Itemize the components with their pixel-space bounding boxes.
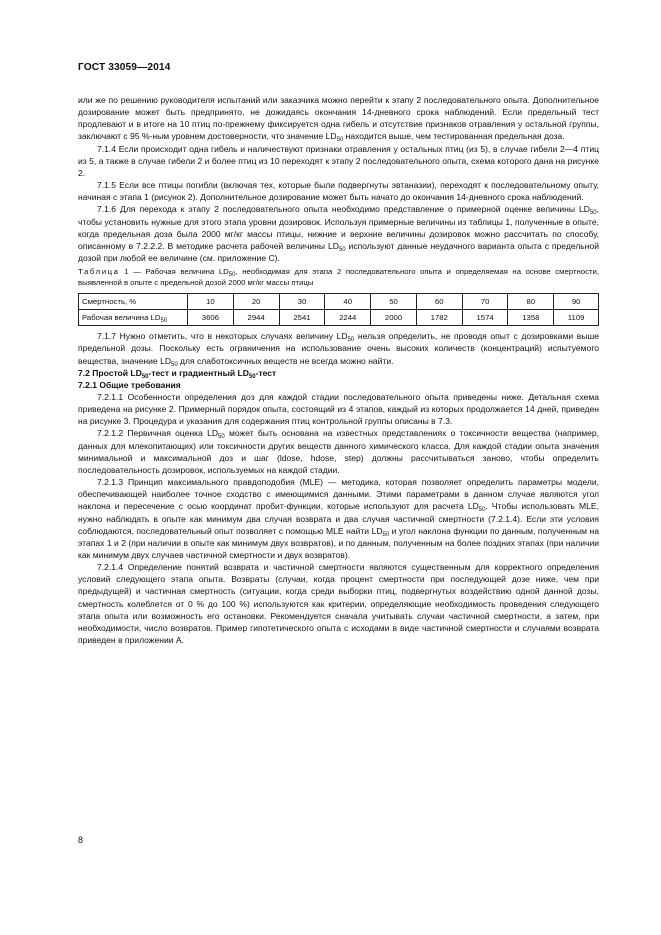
- table-cell: 30: [279, 294, 325, 310]
- table-cell: 1782: [416, 310, 462, 326]
- document-body: [78, 94, 599, 646]
- table-cell: 60: [416, 294, 462, 310]
- table-row-mortality: [79, 294, 599, 310]
- table-1-caption: [78, 267, 599, 288]
- table-caption-label: Таблица: [78, 267, 120, 277]
- table-cell: 90: [554, 294, 599, 310]
- table-cell: 2944: [233, 310, 279, 326]
- paragraph-7-1-5: 7.1.5 Если все птицы погибли (включая тех, которые были подвергнуты эвтаназии), переходят к последовательному опыту, начиная с этапа 1 (рисунок 2). Дополнительное дозирование может быть начато до окончания 14-дневного срока наблюдений.: [78, 180, 599, 203]
- section-heading-7-2: 7.2 Простой $LD_{50}$-тест и градиентный $LD_{50}$-тест: [78, 367, 277, 380]
- table-cell: 2244: [325, 310, 371, 326]
- table-cell: 2000: [371, 310, 417, 326]
- paragraph-7-2-1-1: 7.2.1.1 Особенности определения доз для каждой стадии последовательного опыта приведены ниже. Детальная схема приведена на рисунке 2. Примерный порядок опыта, состоящий из 4 этапов, каждый из которых продолжается 14 дней, приведен на рисунке 3. Процедура и указания для содержания птиц контрольной группы описаны в 7.3.: [78, 391, 599, 427]
- paragraph-7-2-1-3: 7.2.1.3 Принцип максимального правдоподобия (MLE) — методика, которая позволяет определить параметры модели, обеспечивающей наиболее точное сходство с имеющимися данными. Этими параметрами в данном случае являются угол наклона и пересечение с осью координат пробит-функции, которые используют для расчета $LD_{50}$. Чтобы использовать MLE, нужно наблюдать в опыте как минимум два случая возврата и два случая частичной смертности (7.2.1.4). Если эти условия соблюдаются, последовательный опыт позволяет с помощью MLE найти $LD_{50}$ и угол наклона функции по данным, полученным на этапах 1 и 2 (при наличии в опыте как минимум двух возвратов), и по данным, полученным на более поздних этапах (при наличии как минимум двух случаев частичной смертности и двух возвратов).: [78, 477, 599, 560]
- table-cell: 2541: [279, 310, 325, 326]
- table-caption-number: 1: [124, 267, 129, 277]
- paragraph-7-2-1-2: 7.2.1.2 Первичная оценка $LD_{50}$ может быть основана на известных представлениях о токсичности вещества (например, данных для млекопитающих) или токсичности других веществ данного химического класса. Для каждой стадии опыта значения минимальной и максимальной доз и шаг (ldose, hdose, step) должны рассчитываться заново, чтобы определить последовательность дозировок, используемых на каждой стадии.: [78, 428, 599, 475]
- table-cell: 80: [508, 294, 554, 310]
- table-cell: 50: [371, 294, 417, 310]
- table-row-working-ld50: [79, 310, 599, 326]
- paragraph-continuation: или же по решению руководителя испытаний или заказчика можно перейти к этапу 2 последовательного опыта. Дополнительное дозирование может быть предпринято, не дожидаясь окончания 14-дневного срока наблюдений. Если предельный тест продлевают и в итоге на 10 птиц по-прежнему фиксируется одна гибель и отсутствие признаков отравления у остальной группы, заключают с 95 %-ным уровнем достоверности, что значение $LD_{50}$ находится выше, чем тестированная предельная доза.: [78, 95, 599, 144]
- document-header: ГОСТ 33059—2014: [78, 62, 171, 73]
- table-cell: 20: [233, 294, 279, 310]
- table-cell: 3606: [188, 310, 234, 326]
- page-number: 8: [78, 835, 84, 845]
- table-caption-text: — Рабочая величина $LD_{50}$, необходимая для этапа 2 последовательного опыта и определяемая на основе смертности, выявленной в опыте с предельной дозой 2000 мг/кг массы птицы: [78, 267, 600, 287]
- table-cell: 1358: [508, 310, 554, 326]
- table-cell: 10: [188, 294, 234, 310]
- paragraph-7-1-4: 7.1.4 Если происходит одна гибель и наличествуют признаки отравления у остальных птиц (из 5), в случае гибели 2—4 птиц из 5, а также в случае гибели 2 и более птиц из 10 переходят к этапу 2 последовательного опыта, схема которого дана на рисунке 2.: [78, 143, 599, 178]
- paragraph-7-2-1-4: 7.2.1.4 Определение понятий возврата и частичной смертности являются существенным для корректного определения условий следующего этапа опыта. Возвраты (случаи, когда процент смертности при последующей дозе ниже, чем при предыдущей) и частичная смертность (ситуации, когда среди выборки птиц, подвергнутых воздействию одной данной дозы, смертность колеблется от 0 % до 100 %) используются как критерии, определяющие необходимость проведения следующего этапа опыта или возможность его остановки. Рекомендуется сначала учитывать случаи частичной смертности, а затем, при необходимости, число возвратов. Пример гипотетического опыта с исходами в виде частичной смертности и случаями возврата приведен в приложении А.: [78, 562, 599, 646]
- table-row-label: Смертность, %: [79, 294, 188, 310]
- table-cell: 70: [462, 294, 508, 310]
- table-cell: 40: [325, 294, 371, 310]
- table-cell: 1574: [462, 310, 508, 326]
- table-1: [78, 293, 599, 326]
- paragraph-7-1-6: 7.1.6 Для перехода к этапу 2 последовательного опыта необходимо представление о примерной оценке величины $LD_{50}$, чтобы установить нужные для этого этапа уровни дозировок. Используя примерные величины из таблицы 1, полученные в опыте, когда предельная доза была 2000 мг/кг массы птицы, нижние и верхние величины дозировок можно рассчитать по способу, описанному в 7.2.2.2. В методике расчета рабочей величины $LD_{50}$ используют данные неудачного варианта опыта с предельной дозой при любой ее величине (см. приложение С).: [78, 204, 600, 264]
- subsection-heading-7-2-1: 7.2.1 Общие требования: [78, 379, 181, 390]
- paragraph-7-1-7: 7.1.7 Нужно отметить, что в некоторых случаях величину $LD_{50}$ нельзя определить, не проводя опыт с дозировками выше предельной дозы. Поскольку есть ограничения на использование очень высоких количеств (концентраций) испытуемого вещества, значение $LD_{50}$ для слаботоксичных веществ не всегда можно найти.: [78, 331, 599, 368]
- table-cell: 1109: [554, 310, 599, 326]
- table-row-label: Рабочая величина $LD_{50}$: [79, 310, 188, 326]
